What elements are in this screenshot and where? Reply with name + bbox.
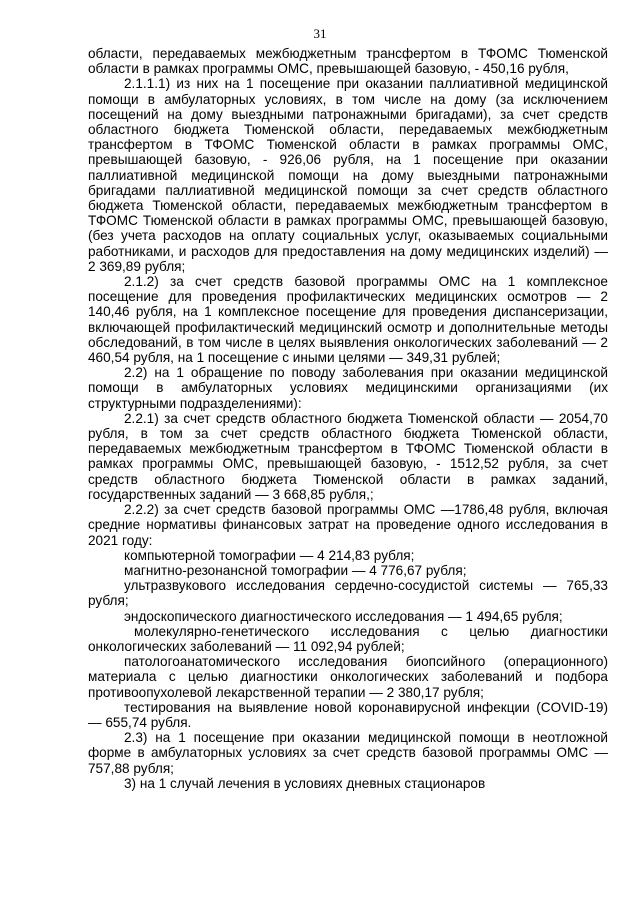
paragraph-2-1-2: 2.1.2) за счет средств базовой программы ОМС на 1 комплексное посещение для проведения профилактических медицинских осмотров — 2 140,46 рубля, на 1 комплексное посещение для проведения диспансеризации, включающей профилактический медицинский осмотр и дополнительные методы обследований, в том числе в целях выявления онкологических заболеваний — 2 460,54 рубля, на 1 посещение с иными целями — 349,31 рублей; xyxy=(88,274,608,366)
paragraph-3: 3) на 1 случай лечения в условиях дневных стационаров xyxy=(124,775,486,791)
item-molecular-genetic: молекулярно-генетического исследования с целью диагностики онкологических заболеваний — 11 092,94 рублей; xyxy=(88,623,608,654)
paragraph-2-2-2: 2.2.2) за счет средств базовой программы ОМС —1786,48 рубля, включая средние нормативы финансовых затрат на проведение одного исследования в 2021 году: xyxy=(88,502,608,548)
item-mri: магнитно-резонансной томографии — 4 776,67 рубля; xyxy=(124,562,467,578)
page-number: 31 xyxy=(313,26,327,41)
item-ct: компьютерной томографии — 4 214,83 рубля; xyxy=(124,547,415,563)
item-covid-testing: тестирования на выявление новой коронавирусной инфекции (COVID-19) — 655,74 рубля. xyxy=(88,699,608,730)
paragraph-2-2-1: 2.2.1) за счет средств областного бюджета Тюменской области — 2054,70 рубля, в том за счет средств областного бюджета Тюменской области, передаваемых межбюджетным трансфертом в ТФОМС Тюменской области в рамках программы ОМС, превышающей базовую, - 1512,52 рубля, за счет средств областного бюджета Тюменской области в рамках заданий, государственных заданий — 3 668,85 рубля,; xyxy=(88,410,608,502)
paragraph-2-2: 2.2) на 1 обращение по поводу заболевания при оказании медицинской помощи в амбулаторных условиях медицинскими организациями (их структурными подразделениями): xyxy=(88,365,608,411)
document-body xyxy=(88,46,608,791)
item-pathology: патологоанатомического исследования биопсийного (операционного) материала с целью диагностики онкологических заболеваний и подбора противоопухолевой лекарственной терапии — 2 380,17 рубля; xyxy=(88,654,608,700)
item-ultrasound: ультразвукового исследования сердечно-сосудистой системы — 765,33 рубля; xyxy=(88,578,608,609)
item-endoscopy: эндоскопического диагностического исследования — 1 494,65 рубля; xyxy=(124,608,563,624)
paragraph-2-3: 2.3) на 1 посещение при оказании медицинской помощи в неотложной форме в амбулаторных условиях за счет средств базовой программы ОМС — 757,88 рубля; xyxy=(88,730,608,776)
paragraph-2-1-1-1: 2.1.1.1) из них на 1 посещение при оказании паллиативной медицинской помощи в амбулаторных условиях, в том числе на дому (за исключением посещений на дому выездными патронажными бригадами), за счет средств областного бюджета Тюменской области, передаваемых межбюджетным трансфертом в ТФОМС Тюменской области в рамках программы ОМС, превышающей базовую, - 926,06 рубля, на 1 посещение при оказании паллиативной медицинской помощи на дому выездными патронажными бригадами паллиативной медицинской помощи за счет средств областного бюджета Тюменской области, передаваемых межбюджетным трансфертом в ТФОМС Тюменской области в рамках программы ОМС, превышающей базовую, (без учета расходов на оплату социальных услуг, оказываемых социальными работниками, и расходов для предоставления на дому медицинских изделий) — 2 369,89 рубля; xyxy=(88,76,608,274)
paragraph-intro: области, передаваемых межбюджетным трансфертом в ТФОМС Тюменской области в рамках программы ОМС, превышающей базовую, - 450,16 рубля, xyxy=(88,46,608,77)
